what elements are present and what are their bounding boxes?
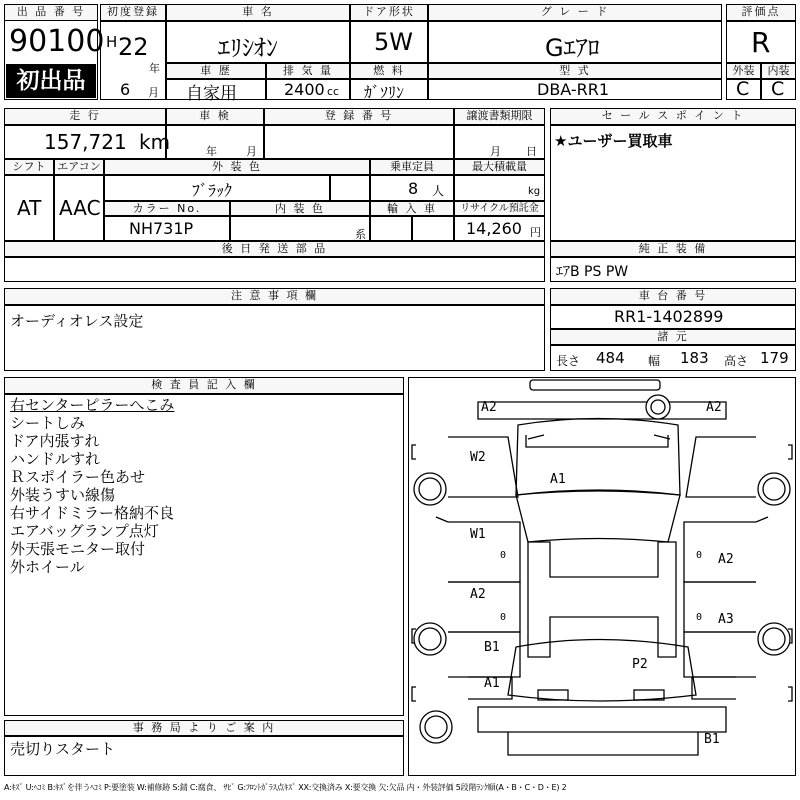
fuel-value: ｶﾞｿﾘﾝ — [364, 83, 405, 102]
car-name-label: 車 名 — [166, 4, 350, 21]
selling-points-text: ★ユーザー買取車 — [554, 132, 673, 150]
int-color-suffix: 系 — [355, 228, 366, 241]
inspector-line: 右センターピラーへこみ — [10, 396, 175, 414]
import-label: 輸 入 車 — [370, 201, 454, 216]
notes-text: オーディオレス設定 — [10, 312, 144, 330]
mark-a2-left-mid: A2 — [470, 587, 486, 602]
inspector-lines — [10, 396, 174, 576]
mark-b1-rear: B1 — [704, 732, 720, 747]
import-cell-b — [412, 216, 454, 241]
office-label: 事 務 局 よ り ご 案 内 — [4, 720, 404, 736]
transfer-month-unit: 月 — [490, 145, 501, 158]
equipment-label: 純 正 装 備 — [550, 241, 796, 257]
inspection-label: 車 検 — [166, 108, 264, 125]
inspector-line: Ｒスポイラー色あせ — [10, 468, 146, 486]
door-value: 5W — [374, 28, 413, 56]
chassis-label: 車 台 番 号 — [550, 288, 796, 305]
displacement-value: 2400 — [284, 80, 325, 99]
dims-label: 諸 元 — [550, 329, 796, 345]
mark-a2-right-door: A2 — [718, 552, 734, 567]
later-parts-label: 後 日 発 送 部 品 — [4, 241, 545, 257]
capacity-value: 8 — [408, 179, 419, 198]
later-parts-cell — [4, 257, 545, 282]
displacement-label: 排 気 量 — [266, 63, 350, 79]
recycle-label: リサイクル預託金 — [454, 201, 545, 216]
mark-p2: P2 — [632, 657, 648, 672]
height-label: 高さ — [724, 354, 749, 368]
history-value: 自家用 — [186, 84, 237, 104]
color-no-value: NH731P — [129, 219, 194, 238]
car-name: ｴﾘｼｵﾝ — [218, 34, 278, 62]
inspection-year-unit: 年 — [206, 145, 217, 158]
exterior-value: C — [736, 78, 750, 100]
model-code-label: 型 式 — [428, 63, 722, 79]
inspector-line: 右サイドミラー格納不良 — [10, 504, 174, 522]
ext-color-value: ﾌﾞﾗｯｸ — [192, 181, 233, 200]
mark-a1-left-rear: A1 — [484, 676, 500, 691]
transfer-day-unit: 日 — [526, 145, 537, 158]
reg-number-cell — [264, 125, 454, 159]
length-value: 484 — [596, 349, 625, 367]
office-text: 売切りスタート — [10, 740, 116, 758]
inspector-line: エアバッグランプ点灯 — [10, 522, 159, 540]
color-no-label: カラー No. — [104, 201, 230, 216]
int-color-cell — [230, 216, 370, 241]
first-reg-year: 22 — [118, 33, 149, 61]
mark-w1: W1 — [470, 527, 486, 542]
transfer-label: 譲渡書類期限 — [454, 108, 545, 125]
ext-color-extra — [330, 175, 370, 201]
inspector-line: 外天張モニター取付 — [10, 540, 146, 558]
inspector-line: 外ホイール — [10, 558, 85, 576]
first-listing-badge: 初出品 — [6, 64, 96, 98]
int-color-label: 内 装 色 — [230, 201, 370, 216]
mileage-unit: km — [139, 130, 171, 154]
length-label: 長さ — [556, 354, 581, 368]
first-reg-month-unit: 月 — [148, 86, 159, 99]
grade-label: グ レ ー ド — [428, 4, 722, 21]
car-damage-diagram — [408, 377, 796, 776]
width-label: 幅 — [648, 354, 661, 368]
displacement-unit: cc — [327, 85, 340, 98]
ext-color-label: 外 装 色 — [104, 159, 370, 175]
max-load-unit: kg — [528, 186, 541, 197]
height-value: 179 — [760, 349, 789, 367]
equipment-text: ｴｱB PS PW — [556, 264, 629, 280]
history-label: 車 歴 — [166, 63, 266, 79]
grade-value: Gｴｱﾛ — [545, 34, 600, 62]
recycle-value: 14,260 — [466, 219, 522, 238]
rating-value: R — [751, 26, 771, 59]
mark-zero-4: 0 — [696, 612, 703, 623]
rating-label: 評価点 — [726, 4, 796, 21]
reg-number-label: 登 録 番 号 — [264, 108, 454, 125]
mark-zero-3: 0 — [500, 612, 507, 623]
max-load-label: 最大積載量 — [454, 159, 545, 175]
footer-legend: A:ｷｽﾞ U:ﾍｺﾐ B:ｷｽﾞを伴うﾍｺﾐ P:要塗装 W:補修跡 S:錆 C:腐食、 ｻﾋﾞ G:ﾌﾛﾝﾄｶﾞﾗｽ点ｷｽﾞ XX:交換済み X:要交換 欠:欠品 内・外装評価 5段階ﾗﾝｸ順(A・B・C・D・E) 2 — [4, 783, 567, 792]
capacity-unit: 人 — [432, 184, 445, 198]
lot-number: 90100 — [9, 24, 105, 59]
mark-zero-2: 0 — [696, 550, 703, 561]
mark-a3-right: A3 — [718, 612, 734, 627]
fuel-label: 燃 料 — [350, 63, 428, 79]
mark-b1-left: B1 — [484, 640, 500, 655]
inspector-line: シートしみ — [10, 414, 86, 432]
inspector-label: 検 査 員 記 入 欄 — [4, 377, 404, 394]
shift-value: AT — [17, 196, 42, 220]
door-label: ドア形状 — [350, 4, 428, 21]
inspector-line: ドア内張すれ — [10, 432, 100, 450]
capacity-label: 乗車定員 — [370, 159, 454, 175]
mileage-value: 157,721 — [44, 130, 127, 154]
mark-a2-front-left: A2 — [481, 400, 497, 415]
width-value: 183 — [680, 349, 709, 367]
first-reg-year-unit: 年 — [149, 62, 160, 75]
first-reg-era: H — [106, 33, 118, 51]
interior-value: C — [771, 78, 785, 100]
chassis-value: RR1-1402899 — [614, 307, 724, 326]
import-cell-a — [370, 216, 412, 241]
recycle-unit: 円 — [530, 226, 541, 239]
selling-points-label: セ ー ル ス ポ イ ン ト — [550, 108, 796, 125]
interior-label: 内装 — [761, 63, 796, 79]
shift-label: シフト — [4, 159, 54, 175]
mark-a1-bonnet: A1 — [550, 472, 566, 487]
inspection-month-unit: 月 — [246, 145, 257, 158]
ac-label: エアコン — [54, 159, 104, 175]
notes-label: 注 意 事 項 欄 — [4, 288, 545, 305]
first-reg-label: 初度登録 — [100, 4, 166, 21]
mark-a2-front-right: A2 — [706, 400, 722, 415]
inspector-line: ハンドルすれ — [10, 450, 101, 468]
mark-zero-1: 0 — [500, 550, 507, 561]
mark-w2: W2 — [470, 450, 486, 465]
exterior-label: 外装 — [726, 63, 761, 79]
mileage-label: 走 行 — [4, 108, 166, 125]
ac-value: AAC — [59, 196, 101, 220]
first-reg-month: 6 — [120, 80, 131, 99]
model-code-value: DBA-RR1 — [537, 80, 610, 99]
inspector-line: 外装うすい線傷 — [10, 486, 116, 504]
lot-number-label: 出 品 番 号 — [4, 4, 98, 21]
